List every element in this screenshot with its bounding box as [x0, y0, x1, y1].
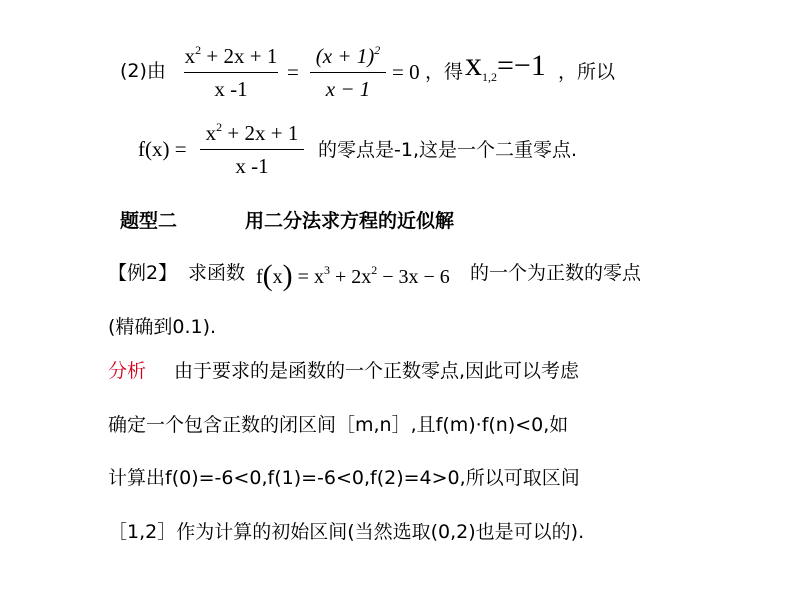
- analysis-line-1: 由于要求的是函数的一个正数零点,因此可以考虑: [174, 360, 580, 382]
- fraction-3-bar: [200, 149, 304, 150]
- analysis-label: 分析: [108, 360, 147, 382]
- suoyi-text: ，所以: [558, 61, 616, 83]
- fraction-1-denominator: x -1: [214, 77, 248, 101]
- fraction-3-numerator: $x^2 + 2x + 1$: [205, 120, 299, 145]
- close-paren: ): [282, 259, 293, 292]
- function-rhs: = $x^3 + 2x^2 - 3x - 6$: [297, 263, 450, 288]
- equals-zero: = 0: [392, 60, 420, 84]
- example-lead: 求函数: [188, 262, 246, 284]
- fraction-3-denominator: x -1: [235, 154, 269, 178]
- equals-sign-1: =: [287, 60, 299, 84]
- fraction-1-numerator: $x^2 + 2x + 1$: [184, 43, 278, 68]
- fraction-1-bar: [184, 72, 278, 73]
- part-label: (2)由: [120, 60, 166, 82]
- example-tag: 【例2】: [108, 262, 178, 284]
- heading-title: 用二分法求方程的近似解: [245, 210, 455, 232]
- analysis-line-3: 计算出f(0)=-6<0,f(1)=-6<0,f(2)=4>0,所以可取区间: [108, 467, 580, 489]
- analysis-line-2: 确定一个包含正数的闭区间［m,n］,且f(m)·f(n)<0,如: [108, 414, 569, 436]
- fraction-1: [184, 40, 278, 100]
- analysis-line-4: ［1,2］作为计算的初始区间(当然选取(0,2)也是可以的).: [108, 521, 585, 543]
- fraction-3: [200, 117, 304, 177]
- fraction-2: [310, 40, 386, 100]
- fraction-2-bar: [310, 72, 386, 73]
- root-variable: x: [465, 46, 482, 83]
- root-value: =−1: [497, 49, 546, 82]
- de-text: ，得: [425, 61, 464, 83]
- fx-label: f(x) =: [138, 137, 187, 161]
- heading-label: 题型二: [120, 210, 178, 232]
- example-tail: 的一个为正数的零点: [470, 262, 642, 284]
- function-name: f: [256, 266, 263, 288]
- function-arg: x: [272, 266, 283, 288]
- fraction-2-numerator: $(x + 1)^2$: [315, 43, 381, 68]
- root-expression: [465, 48, 546, 94]
- fraction-2-denominator: x − 1: [325, 77, 371, 101]
- zero-point-text: 的零点是-1,这是一个二重零点.: [318, 139, 578, 161]
- function-expression: [256, 259, 450, 292]
- open-paren: (: [262, 259, 273, 292]
- precision-note: (精确到0.1).: [108, 316, 217, 338]
- root-subscript: 1,2: [482, 70, 497, 84]
